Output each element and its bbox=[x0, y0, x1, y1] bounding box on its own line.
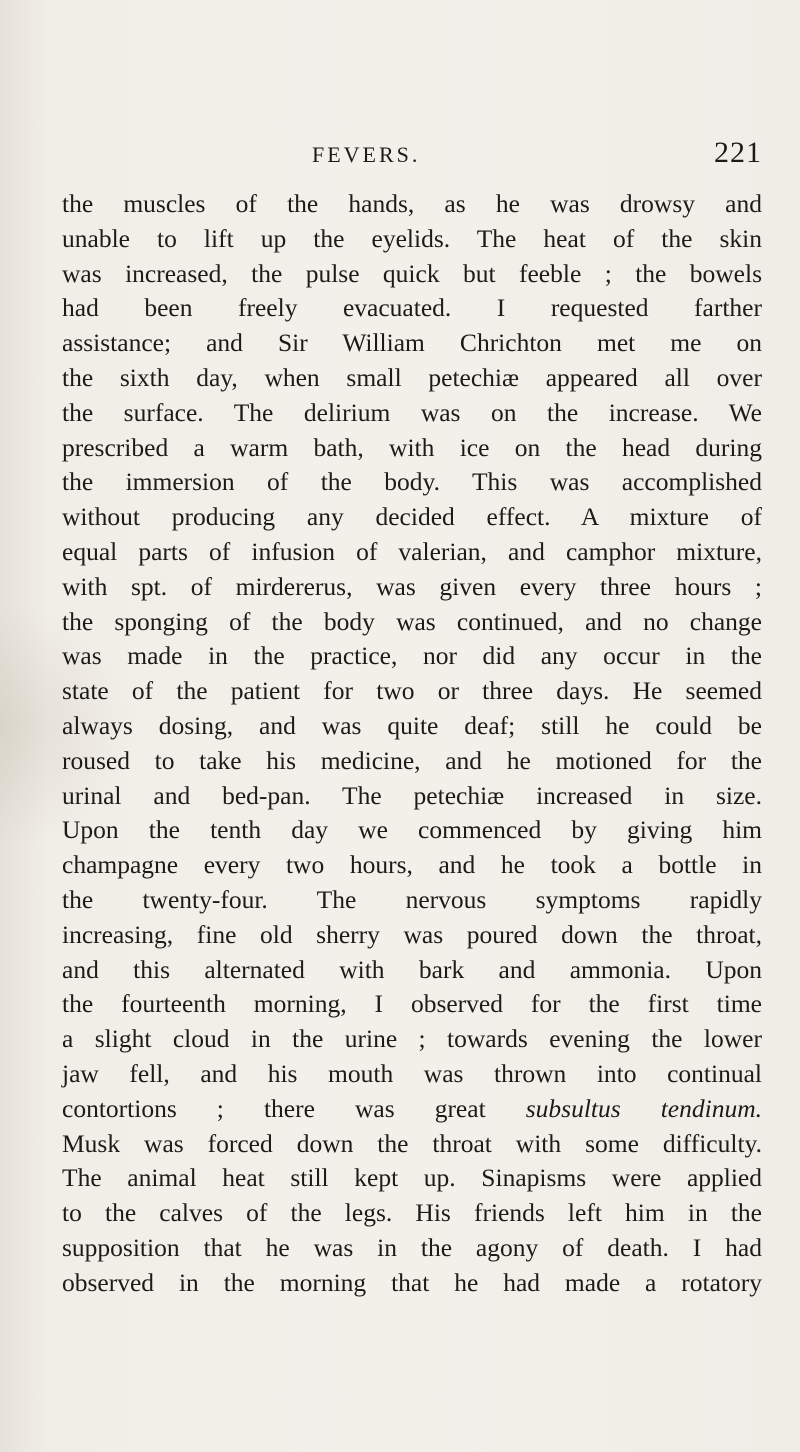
text-line-15: state of the patient for two or three days. He seemed bbox=[62, 676, 762, 706]
text-line-12: with spt. of mirdererus, was given every three hours ; bbox=[62, 571, 762, 601]
text-line-16: always dosing, and was quite deaf; still he could be bbox=[62, 710, 762, 740]
italic-phrase: subsultus tendinum. bbox=[525, 1093, 762, 1123]
text-line-24: the fourteenth morning, I observed for the first time bbox=[62, 989, 762, 1019]
text-line-14: was made in the practice, nor did any occur in the bbox=[62, 641, 762, 671]
text-line-17: roused to take his medicine, and he motioned for the bbox=[62, 745, 762, 775]
text-line-1: the muscles of the hands, as he was drowsy and bbox=[62, 189, 762, 218]
text-line-26: jaw fell, and his mouth was thrown into continual bbox=[62, 1058, 762, 1088]
running-head bbox=[62, 136, 762, 176]
text-line-9: the immersion of the body. This was accomplished bbox=[62, 467, 762, 497]
text-line-32: observed in the morning that he had made a rotatory bbox=[62, 1267, 762, 1297]
text-line-19: Upon the tenth day we commenced by giving him bbox=[62, 815, 762, 845]
text-line-8: prescribed a warm bath, with ice on the head during bbox=[62, 432, 762, 462]
text-line-27 bbox=[62, 1092, 762, 1127]
text-line-25: a slight cloud in the urine ; towards evening the lower bbox=[62, 1024, 762, 1054]
text-line-3: was increased, the pulse quick but feeble ; the bowels bbox=[62, 258, 762, 288]
text-line-2: unable to lift up the eyelids. The heat of the skin bbox=[62, 223, 762, 253]
text-line-21: the twenty-four. The nervous symptoms rapidly bbox=[62, 884, 762, 914]
text-line-20: champagne every two hours, and he took a bottle in bbox=[62, 850, 762, 880]
text-line-28: Musk was forced down the throat with some difficulty. bbox=[62, 1128, 762, 1158]
text-line-27-roman: contortions ; there was great bbox=[62, 1093, 526, 1123]
text-line-11: equal parts of infusion of valerian, and camphor mixture, bbox=[62, 536, 762, 566]
text-line-4: had been freely evacuated. I requested farther bbox=[62, 293, 762, 323]
text-line-13: the sponging of the body was continued, and no change bbox=[62, 606, 762, 636]
page-number: 221 bbox=[714, 136, 762, 169]
text-line-6: the sixth day, when small petechiæ appeared all over bbox=[62, 362, 762, 392]
running-head-title: FEVERS. bbox=[312, 142, 421, 167]
body-text bbox=[62, 187, 762, 1301]
text-line-29: The animal heat still kept up. Sinapisms were applied bbox=[62, 1163, 762, 1193]
text-line-5: assistance; and Sir William Chrichton met me on bbox=[62, 328, 762, 358]
text-line-7: the surface. The delirium was on the increase. We bbox=[62, 397, 762, 427]
text-line-10: without producing any decided effect. A mixture of bbox=[62, 502, 762, 532]
text-line-18: urinal and bed-pan. The petechiæ increased in size. bbox=[62, 780, 762, 810]
text-line-22: increasing, fine old sherry was poured down the throat, bbox=[62, 919, 762, 949]
text-line-30: to the calves of the legs. His friends left him in the bbox=[62, 1198, 762, 1228]
text-line-31: supposition that he was in the agony of death. I had bbox=[62, 1232, 762, 1262]
text-line-23: and this alternated with bark and ammonia. Upon bbox=[62, 954, 762, 984]
